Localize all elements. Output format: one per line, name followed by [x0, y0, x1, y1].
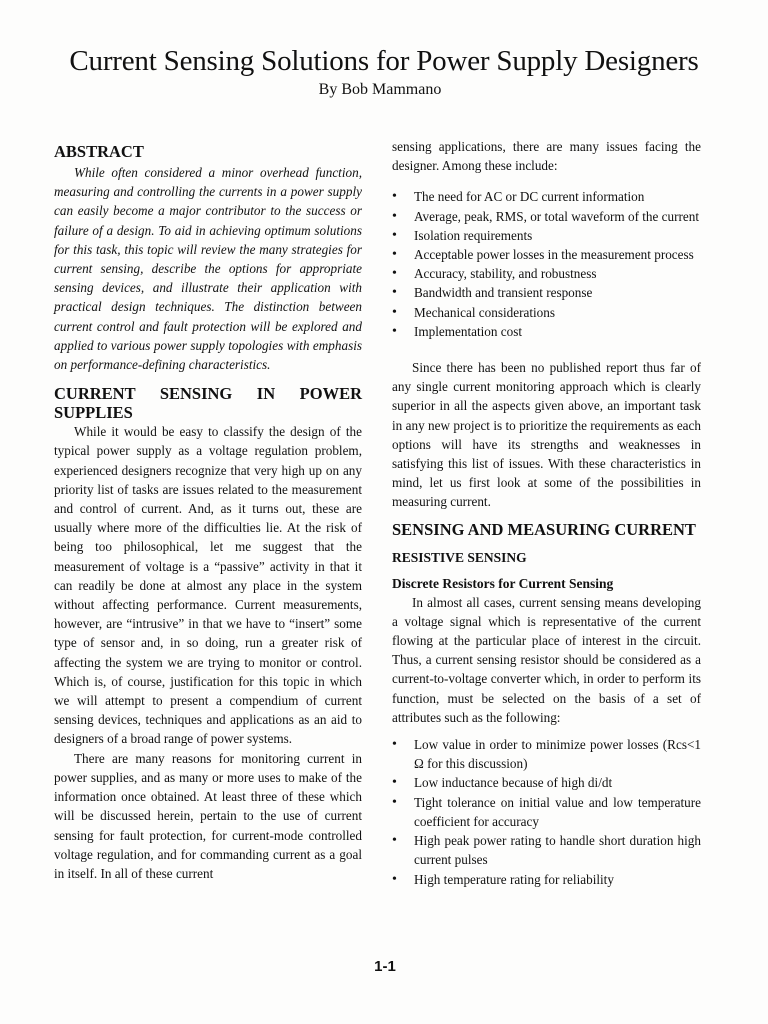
- abstract-text: While often considered a minor overhead function, measuring and controlling the currents in a power supply can easily become a major contributor to the success or failure of a design. To aid in achieving optimum solutions for this task, this topic will review the many strategies for current sensing, describe the options for appropriate sensing devices, and illustrate their application with practical design techniques. The distinction between current control and fault protection will be explored and applied to various power supply topologies with emphasis on performance-defining characteristics.: [54, 165, 362, 373]
- issues-list: [392, 187, 701, 341]
- page-number: 1-1: [374, 958, 396, 975]
- list-item: • Mechanical considerations: [392, 303, 701, 322]
- body-paragraph-2: There are many reasons for monitoring current in power supplies, and as many or more uses to make of the information once obtained. At least three of these which will be discussed herein, pertain to the use of current sensing for fault protection, for current-mode controlled voltage regulation, and for commanding current as a goal in itself. In all of these current: [54, 750, 362, 881]
- list-item: • High temperature rating for reliability: [392, 870, 701, 889]
- list-item: • Isolation requirements: [392, 226, 701, 245]
- abstract-heading: ABSTRACT: [54, 142, 144, 161]
- right-column: [392, 137, 701, 889]
- list-item: • Tight tolerance on initial value and low temperature coefficient for accuracy: [392, 793, 701, 831]
- list-item: • Low value in order to minimize power losses (Rcs<1 Ω for this discussion): [392, 735, 701, 773]
- body-paragraph-3: Since there has been no published report thus far of any single current monitoring approach which is clearly superior in all the aspects given above, an important task in any new project is to prioritize the requirements as each options will have its strengths and weaknesses in satisfying this list of issues. With these characteristics in mind, let us first look at some of the possibilities in measuring current.: [392, 360, 701, 510]
- page-title: Current Sensing Solutions for Power Supply Designers: [69, 45, 699, 77]
- list-item: • Acceptable power losses in the measurement process: [392, 245, 701, 264]
- subsection-heading-resistive: RESISTIVE SENSING: [392, 549, 527, 565]
- author-line: By Bob Mammano: [318, 81, 442, 98]
- section-heading-current-sensing-cont: SUPPLIES: [54, 403, 133, 423]
- left-column: [54, 142, 362, 883]
- list-item: • Average, peak, RMS, or total waveform of the current: [392, 207, 701, 226]
- list-item: • Implementation cost: [392, 322, 701, 341]
- section-heading-sensing-measuring: SENSING AND MEASURING CURRENT: [392, 519, 696, 539]
- list-item: • Low inductance because of high di/dt: [392, 773, 701, 792]
- list-item: • Bandwidth and transient response: [392, 283, 701, 302]
- section-heading-current-sensing: CURRENT SENSING IN POWER: [54, 384, 362, 404]
- subsubsection-heading-discrete: Discrete Resistors for Current Sensing: [392, 575, 614, 591]
- list-item: • Accuracy, stability, and robustness: [392, 264, 701, 283]
- list-item: • High peak power rating to handle short duration high current pulses: [392, 831, 701, 869]
- attributes-list: [392, 735, 701, 889]
- list-item: • The need for AC or DC current information: [392, 187, 701, 206]
- body-paragraph-4: In almost all cases, current sensing means developing a voltage signal which is representative of the current flowing at the particular place of interest in the circuit. Thus, a current sensing resistor should be considered as a current-to-voltage converter which, in order to perform its function, must be selected on the basis of a set of attributes such as the following:: [392, 594, 701, 725]
- body-paragraph-1: While it would be easy to classify the design of the typical power supply as a voltage regulation problem, experienced designers recognize that very high up on any priority list of tasks are issues related to the measurement and control of current. And, as it turns out, these are usually where more of the difficulties lie. At the risk of being too philosophical, let me suggest that the measurement of voltage is a “passive” activity in that it can readily be done at almost any place in the system without affecting performance. Current measurements, however, are “intrusive” in that we have to “insert” some type of sensor and, in so doing, run a greater risk of affecting the system we are trying to monitor or control. Which is, of course, justification for this topic in which we will attempt to present a compendium of current sensing devices, techniques and applications as an aid to designers of a broad range of power systems.: [54, 424, 362, 747]
- intro-text: sensing applications, there are many issues facing the designer. Among these include:: [392, 139, 701, 174]
